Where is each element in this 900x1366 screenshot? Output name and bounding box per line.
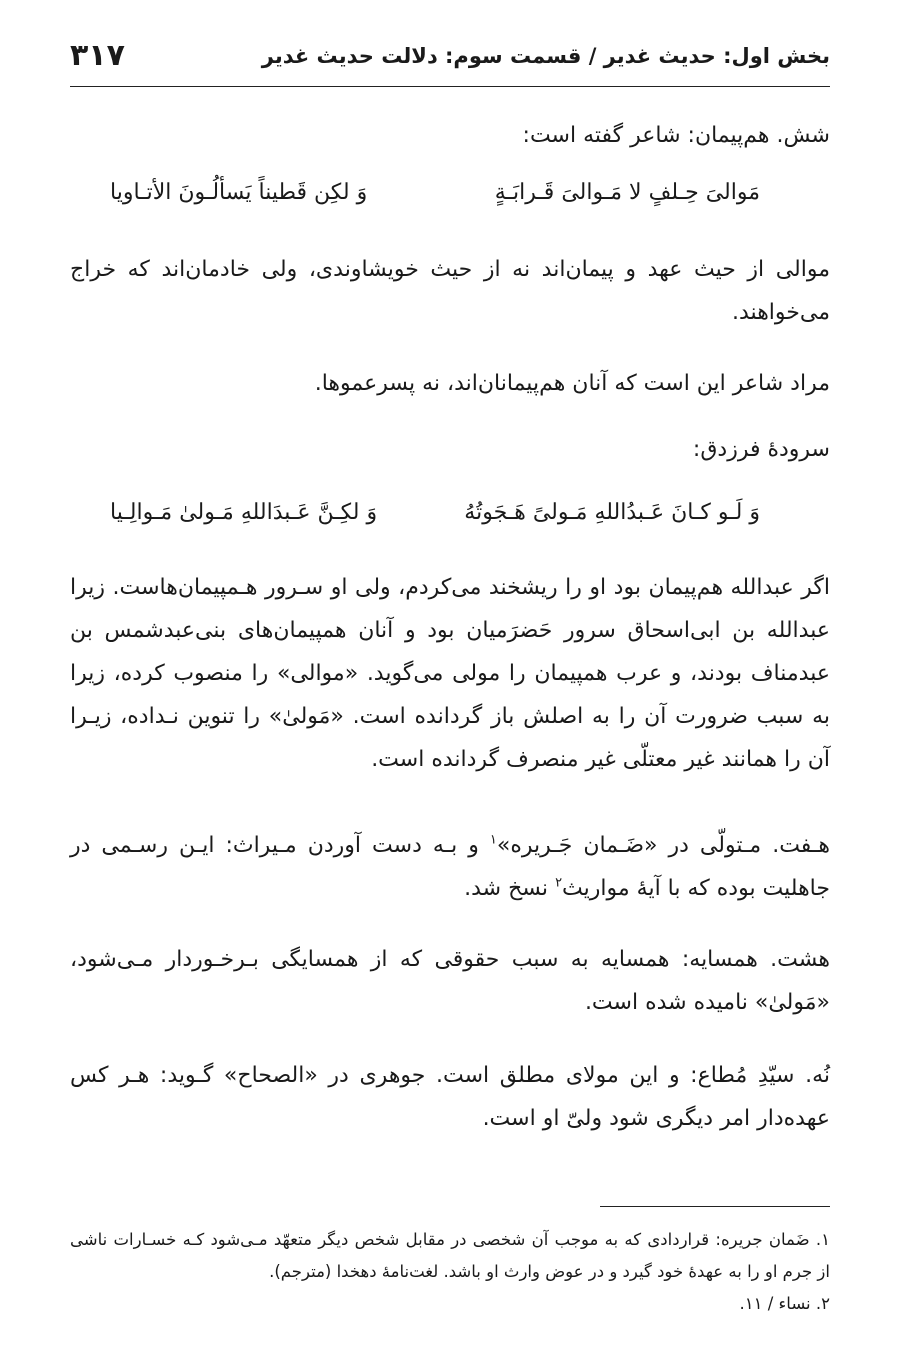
section-six-heading: شش. هم‌پیمان: شاعر گفته است:	[522, 123, 830, 148]
section-eight-text: هشت. همسایه: همسایه به سبب حقوقی که از همسایگی بـرخـوردار مـی‌شود، «مَولیٰ» نامیده شده است.	[70, 947, 830, 1015]
verse-1-translation: موالی از حیث عهد و پیمان‌اند نه از حیث خویشاوندی، ولی خادمان‌اند که خراج می‌خواهند.	[70, 257, 830, 325]
verse-2-explanation: اگر عبدالله هم‌پیمان بود او را ریشخند می‌کردم، ولی او سـرور هـمپیمان‌هاست. زیرا عبدالله بن ابی‌اسحاق سرور حَضرَمیان بود و آنان همپیمان‌های بنی‌عبدشمس بن عبدمناف بودند، و عرب همپیمان را مولی می‌گوید. «موالی» را منصوب کرده، زیرا به سبب ضرورت آن را به اصلش باز گردانده است. «مَولیٰ» را تنوین نـداده، زیـرا آن را همانند غیر معتلّی غیر منصرف گردانده است.	[70, 575, 830, 772]
paragraph-farazdaq	[70, 428, 830, 471]
paragraph-seven	[70, 824, 830, 910]
header-title: بخش اول: حدیث غدیر / قسمت سوم: دلالت حدیث غدیر	[261, 44, 830, 68]
footnote-2: ۲. نساء / ۱۱.	[739, 1294, 830, 1313]
poem-verse-1	[110, 180, 760, 205]
paragraph-eight	[70, 938, 830, 1024]
paragraph-poet-meaning	[70, 362, 830, 405]
verse-1-second-hemistich: وَ لکِن قَطیناً یَسألُـونَ الأتـاویا	[110, 180, 368, 205]
footnote-1: ۱. ضَمان جریره: قراردادی که به موجب آن شخصی در مقابل شخص دیگر متعهّد مـی‌شود کـه خسـارات ناشی از جرم او را به عهدهٔ خود گیرد و در عوض وارث او باشد. لغت‌نامهٔ دهخدا (مترجم).	[70, 1230, 830, 1281]
footnote-ref-1[interactable]: ۱	[489, 832, 497, 848]
poem-verse-2	[110, 500, 760, 525]
footnotes	[70, 1224, 830, 1320]
verse-2-first-hemistich: وَ لَـو کـانَ عَـبدُاللهِ مَـولیً هَـجَوتُهُ	[464, 500, 760, 525]
section-seven-text: هـفت. مـتولّی در «ضَـمان جَـریره»$^۱$ و بـه دست آوردن مـیراث: ایـن رسـمی در جاهلیت بوده که با آیهٔ مواریث$^۲$ نسخ شد.	[70, 832, 830, 901]
paragraph-nine	[70, 1054, 830, 1140]
section-nine-text: نُه. سیّدِ مُطاع: و این مولای مطلق است. جوهری در «الصحاح» گـوید: هـر کس عهده‌دار امر دیگری شود ولیّ او است.	[70, 1063, 830, 1131]
paragraph-verse-2-explanation	[70, 566, 830, 781]
verse-2-second-hemistich: وَ لکِـنَّ عَـبدَاللهِ مَـولیٰ مَـوالِـیا	[110, 500, 378, 525]
farazdaq-intro: سرودهٔ فرزدق:	[692, 437, 830, 462]
paragraph-verse-1-translation	[70, 248, 830, 334]
footnote-ref-2[interactable]: ۲	[555, 875, 563, 891]
poet-meaning-text: مراد شاعر این است که آنان هم‌پیمانان‌اند، نه پسرعموها.	[314, 371, 830, 396]
footnote-divider	[600, 1206, 830, 1207]
paragraph-six	[70, 114, 830, 157]
page-number: ۳۱۷	[70, 38, 125, 73]
running-header	[70, 34, 830, 87]
verse-1-first-hemistich: مَوالیَ حِـلفٍ لا مَـوالیَ قَـرابَـةٍ	[494, 180, 760, 205]
